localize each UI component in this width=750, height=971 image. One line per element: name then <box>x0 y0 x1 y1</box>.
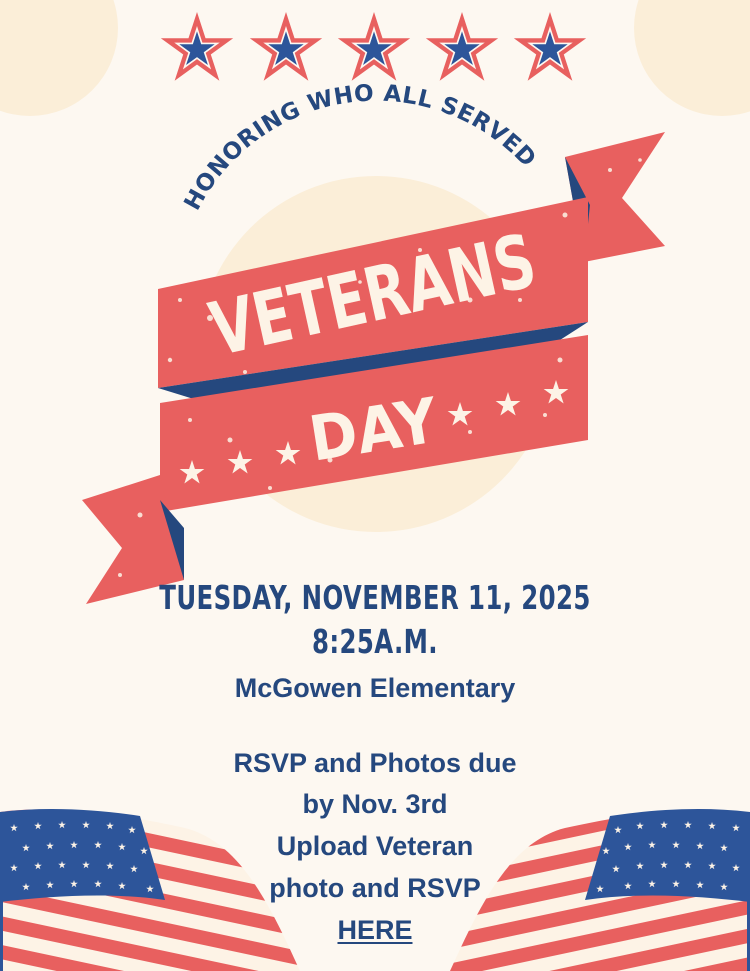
banner-title-day: DAY <box>304 381 453 476</box>
star-icon <box>257 19 316 75</box>
event-date: TUESDAY, NOVEMBER 11, 2025 <box>159 578 591 617</box>
star-icon <box>168 19 227 75</box>
banner-title-veterans: VETERANS <box>202 194 650 374</box>
star-icon <box>433 19 492 75</box>
star-icon <box>345 19 404 75</box>
arc-headline: HONORING WHO ALL SERVED <box>179 80 541 215</box>
event-location: McGowen Elementary <box>234 673 516 703</box>
rsvp-line-1: RSVP and Photos due <box>233 748 517 778</box>
star-icon <box>521 19 580 75</box>
rsvp-here-link[interactable]: HERE <box>337 915 413 945</box>
rsvp-line-2: by Nov. 3rd <box>302 789 448 819</box>
rsvp-line-3: Upload Veteran <box>276 831 474 861</box>
rsvp-line-4: photo and RSVP <box>269 873 481 903</box>
top-stars <box>168 19 580 75</box>
event-time: 8:25A.M. <box>312 622 438 661</box>
corner-circle-left <box>0 0 118 116</box>
corner-circle-right <box>634 0 750 116</box>
